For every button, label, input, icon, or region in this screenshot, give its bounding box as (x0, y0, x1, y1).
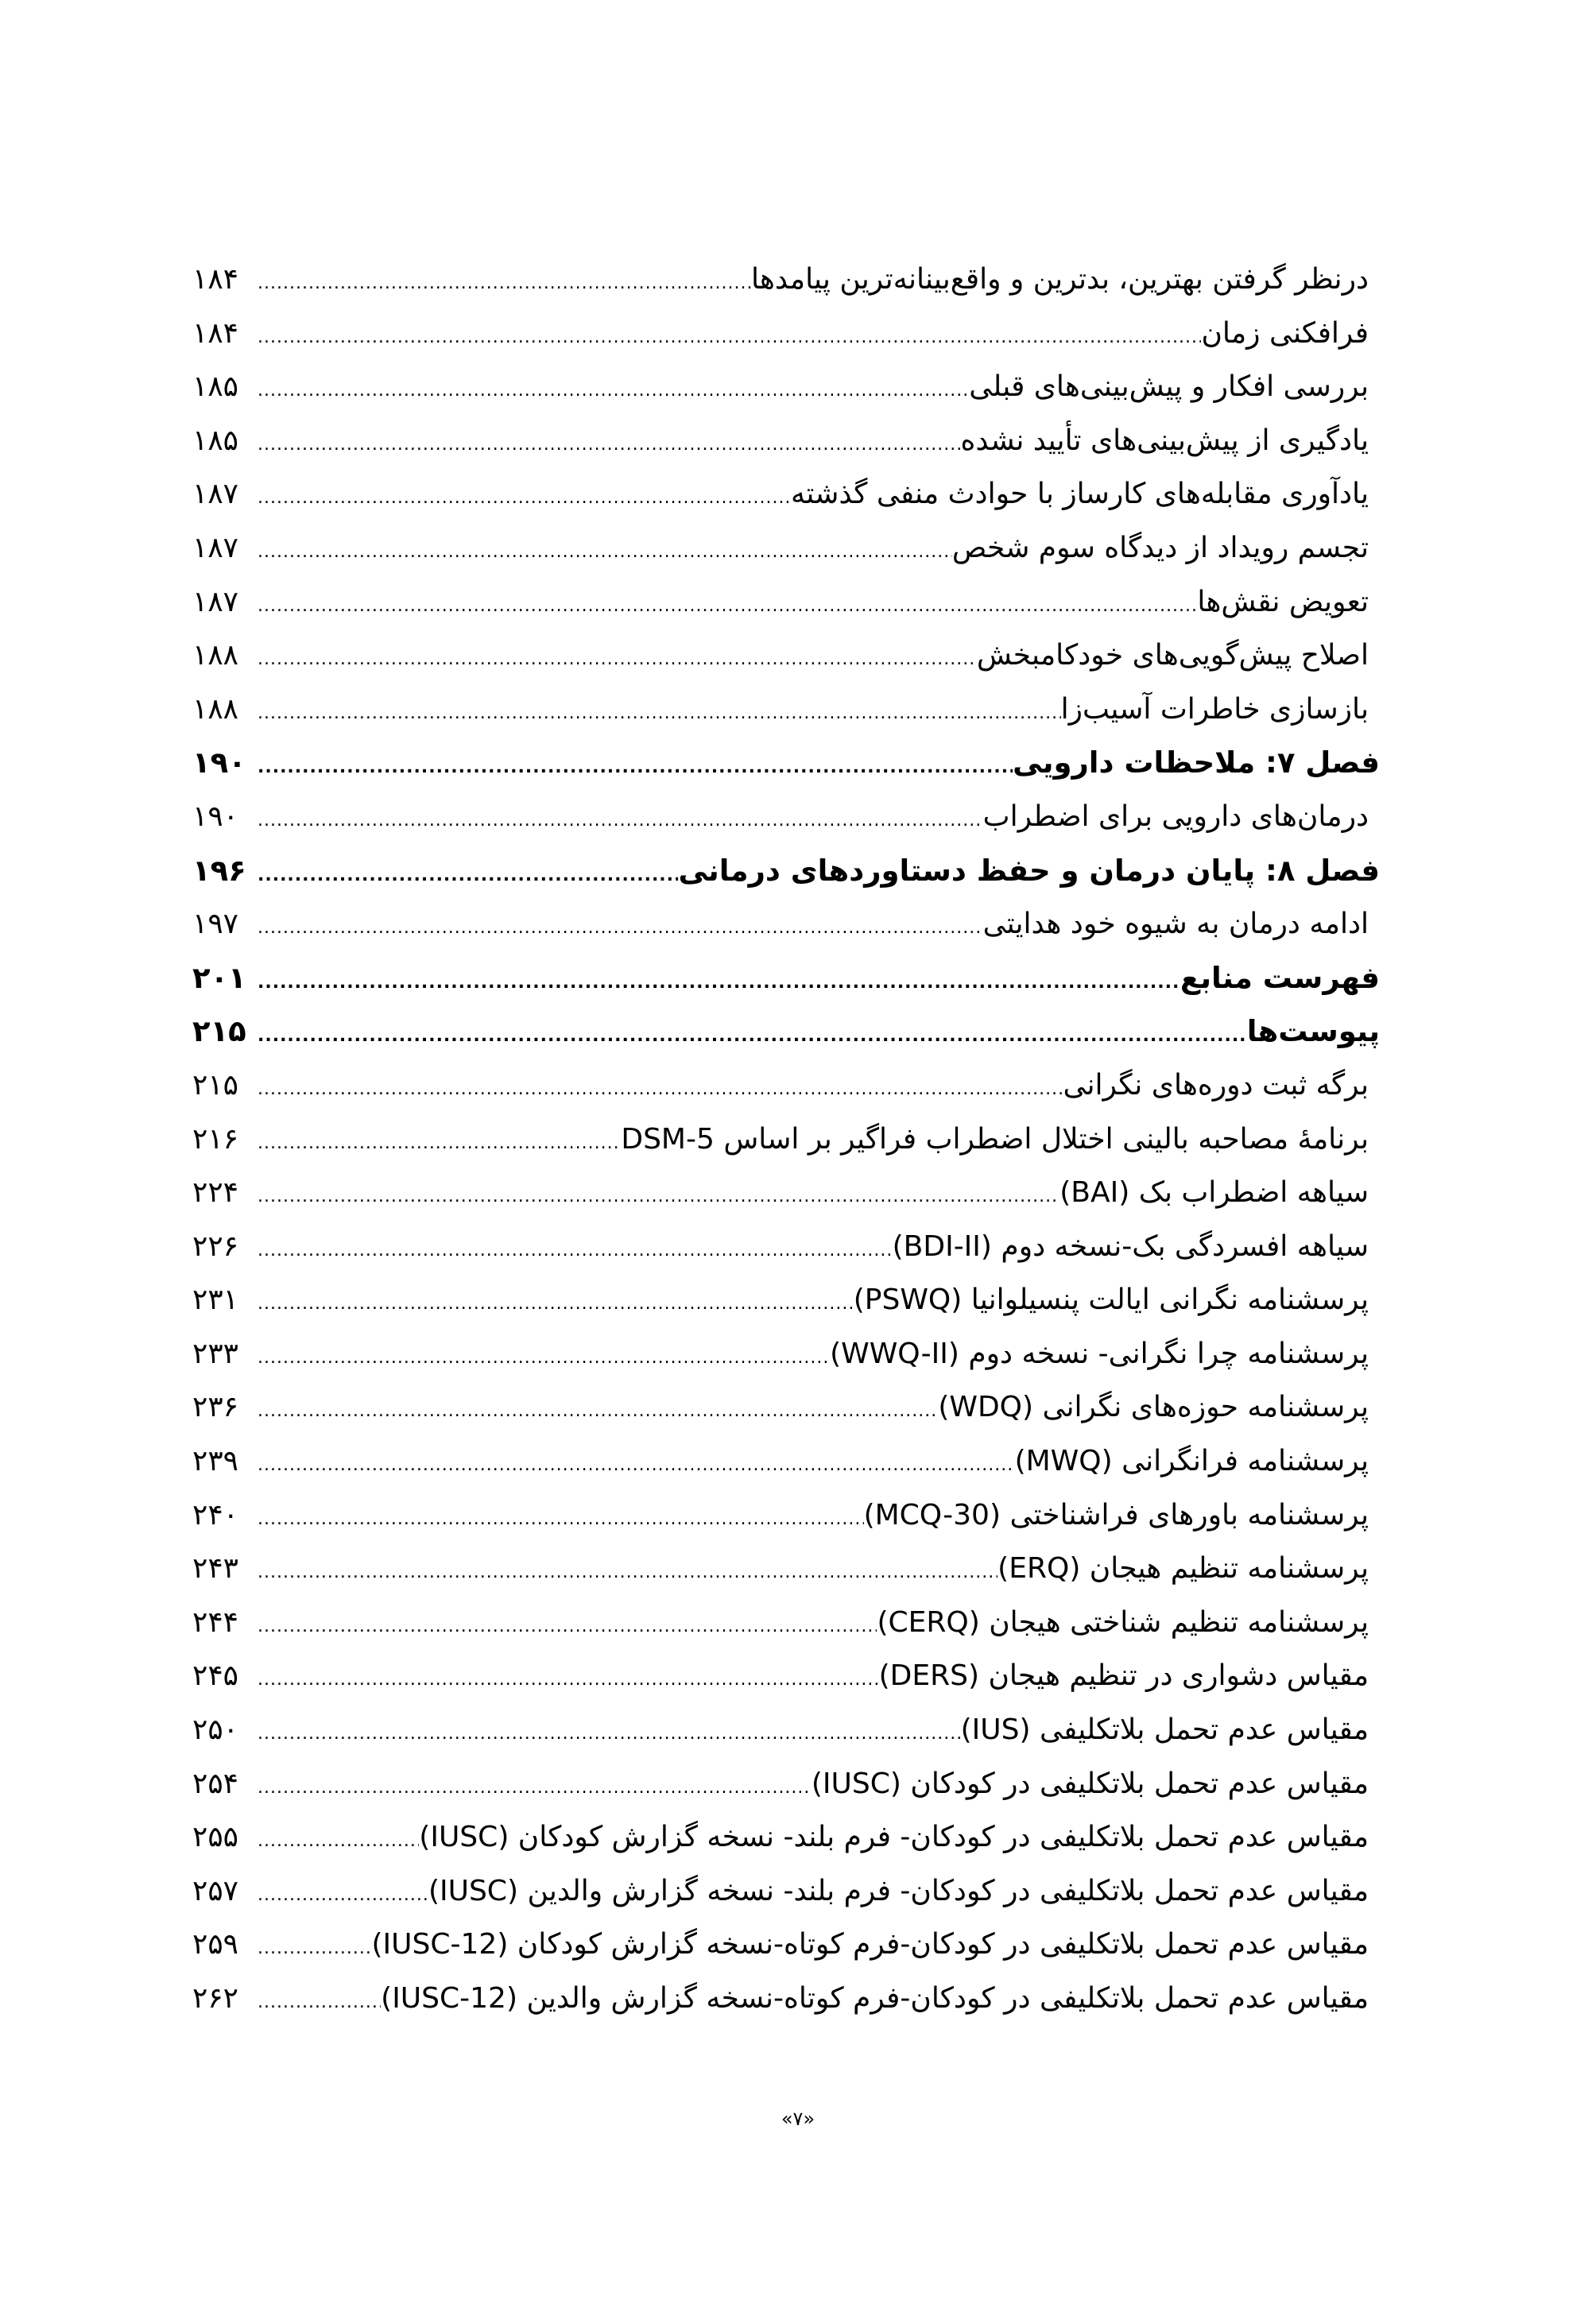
toc-entry-row (192, 1649, 1380, 1703)
toc-entry-row (192, 1489, 1380, 1543)
dot-leader (254, 1976, 381, 2030)
dot-leader (254, 1277, 854, 1331)
toc-entry-row (192, 1972, 1380, 2026)
toc-entry-row (192, 1113, 1380, 1167)
toc-entry-page-number: ۱۸۷ (192, 585, 239, 618)
toc-entry-row (192, 307, 1380, 361)
toc-entry-title: پرسشنامه فرانگرانی (MWQ) (1014, 1445, 1369, 1478)
toc-entry-row (192, 253, 1380, 307)
toc-entry-title: پرسشنامه تنظیم شناختی هیجان (CERQ) (877, 1605, 1369, 1639)
toc-entry-page-number: ۱۹۶ (192, 853, 246, 888)
toc-entry-title: مقیاس عدم تحمل بلاتکلیفی در کودکان- فرم بلند- نسخه گزارش کودکان (IUSC) (419, 1821, 1369, 1854)
toc-entry-row (192, 1273, 1380, 1327)
dot-leader (254, 1653, 879, 1707)
dot-leader (254, 1868, 428, 1922)
toc-entry-row (192, 1166, 1380, 1220)
toc-entry-page-number: ۲۳۶ (192, 1391, 239, 1424)
dot-leader (254, 1384, 938, 1438)
toc-entry-title: یادگیری از پیش‌بینی‌های تأیید نشده (960, 424, 1369, 457)
toc-entry-title: بازسازی خاطرات آسیب‌زا (1060, 692, 1369, 726)
dot-leader (254, 257, 751, 311)
dot-leader (254, 1331, 830, 1385)
dot-leader (254, 849, 678, 903)
toc-entry-page-number: ۲۴۳ (192, 1552, 239, 1586)
dot-leader (254, 687, 1061, 741)
dot-leader (254, 794, 983, 848)
toc-entry-page-number: ۱۸۸ (192, 639, 239, 672)
toc-entry-title: تجسم رویداد از دیدگاه سوم شخص (951, 531, 1369, 564)
toc-entry-title: پیوست‌ها (1246, 1014, 1380, 1049)
toc-entry-page-number: ۱۸۵ (192, 370, 239, 404)
toc-entry-row (192, 629, 1380, 683)
toc-entry-page-number: ۲۲۴ (192, 1176, 239, 1210)
toc-entry-row (192, 1596, 1380, 1650)
toc-entry-row (192, 360, 1380, 414)
toc-entry-row (192, 1864, 1380, 1919)
toc-entry-page-number: ۲۵۷ (192, 1874, 239, 1907)
page-number: «۷» (781, 2108, 815, 2130)
dot-leader (254, 1438, 1015, 1493)
dot-leader (254, 1063, 1063, 1117)
toc-entry-page-number: ۲۵۹ (192, 1928, 239, 1961)
dot-leader (254, 364, 969, 418)
toc-entry-page-number: ۲۳۹ (192, 1445, 239, 1478)
toc-entry-row (192, 575, 1380, 629)
dot-leader (254, 418, 960, 472)
dot-leader (254, 1814, 419, 1868)
toc-entry-title: پرسشنامه باورهای فراشناختی (MCQ-30) (863, 1498, 1369, 1531)
toc-entry-title: مقیاس عدم تحمل بلاتکلیفی در کودکان-فرم کوتاه-نسخه گزارش کودکان (IUSC-12) (371, 1928, 1369, 1961)
toc-entry-row (192, 414, 1380, 468)
dot-leader (254, 1493, 864, 1547)
dot-leader (254, 1009, 1247, 1063)
toc-entry-row (192, 521, 1380, 575)
toc-chapter-row (192, 1005, 1380, 1059)
toc-entry-page-number: ۲۱۵ (192, 1068, 239, 1102)
dot-leader (254, 471, 791, 525)
toc-entry-page-number: ۱۸۷ (192, 531, 239, 564)
toc-entry-title: پرسشنامه چرا نگرانی- نسخه دوم (WWQ-II) (830, 1337, 1369, 1370)
toc-entry-title: یادآوری مقابله‌های کارساز با حوادث منفی گذشته (791, 478, 1369, 511)
toc-entry-title: برنامهٔ مصاحبه بالینی اختلال اضطراب فراگیر بر اساس DSM-5 (621, 1122, 1369, 1156)
toc-entry-row (192, 1703, 1380, 1757)
toc-entry-page-number: ۱۸۷ (192, 478, 239, 511)
table-of-contents (192, 253, 1380, 2026)
toc-entry-title: پرسشنامه حوزه‌های نگرانی (WDQ) (938, 1391, 1369, 1424)
toc-entry-page-number: ۲۱۶ (192, 1122, 239, 1156)
dot-leader (254, 633, 977, 687)
toc-entry-title: مقیاس عدم تحمل بلاتکلیفی در کودکان (IUSC) (811, 1767, 1369, 1800)
toc-entry-page-number: ۲۲۶ (192, 1229, 239, 1263)
toc-entry-row (192, 1542, 1380, 1596)
toc-entry-title: مقیاس دشواری در تنظیم هیجان (DERS) (878, 1659, 1369, 1693)
toc-chapter-row (192, 844, 1380, 898)
toc-entry-row (192, 897, 1380, 951)
toc-entry-page-number: ۱۹۰ (192, 745, 246, 780)
dot-leader (254, 901, 983, 955)
toc-entry-row (192, 683, 1380, 737)
toc-entry-row (192, 467, 1380, 521)
dot-leader (254, 1707, 961, 1761)
toc-entry-page-number: ۱۸۸ (192, 692, 239, 726)
dot-leader (254, 1761, 812, 1815)
dot-leader (254, 1600, 877, 1654)
toc-entry-title: درنظر گرفتن بهترین، بدترین و واقع‌بینانه‌ترین پیامدها (750, 263, 1369, 296)
toc-entry-page-number: ۲۱۵ (192, 1014, 246, 1049)
toc-entry-title: پرسشنامه نگرانی ایالت پنسیلوانیا (PSWQ) (853, 1284, 1369, 1317)
dot-leader (254, 579, 1197, 633)
dot-leader (254, 956, 1180, 1010)
toc-entry-title: مقیاس عدم تحمل بلاتکلیفی در کودکان- فرم بلند- نسخه گزارش والدین (IUSC) (428, 1874, 1369, 1907)
toc-entry-row (192, 1757, 1380, 1811)
toc-entry-page-number: ۲۴۵ (192, 1659, 239, 1693)
toc-entry-page-number: ۲۵۵ (192, 1821, 239, 1854)
toc-entry-page-number: ۲۳۱ (192, 1284, 239, 1317)
toc-entry-page-number: ۲۳۳ (192, 1337, 239, 1370)
dot-leader (254, 741, 1013, 795)
toc-entry-row (192, 1810, 1380, 1864)
dot-leader (254, 1170, 1059, 1224)
toc-entry-title: اصلاح پیش‌گویی‌های خودکامبخش (976, 639, 1369, 672)
toc-entry-title: سیاهه افسردگی بک-نسخه دوم (BDI-II) (892, 1229, 1369, 1263)
toc-entry-page-number: ۲۴۰ (192, 1498, 239, 1531)
toc-entry-page-number: ۲۰۱ (192, 960, 246, 995)
toc-entry-row (192, 1327, 1380, 1381)
dot-leader (254, 311, 1201, 365)
toc-entry-page-number: ۱۹۷ (192, 908, 239, 941)
toc-entry-title: فصل ۷: ملاحظات دارویی (1013, 745, 1380, 780)
toc-entry-title: سیاهه اضطراب بک (BAI) (1059, 1176, 1369, 1210)
toc-entry-row (192, 1918, 1380, 1972)
toc-entry-page-number: ۲۵۴ (192, 1767, 239, 1800)
toc-entry-row (192, 1220, 1380, 1274)
dot-leader (254, 1117, 621, 1171)
toc-entry-page-number: ۱۹۰ (192, 800, 239, 833)
dot-leader (254, 525, 952, 579)
toc-entry-page-number: ۱۸۵ (192, 424, 239, 457)
toc-entry-title: مقیاس عدم تحمل بلاتکلیفی (IUS) (960, 1713, 1369, 1747)
dot-leader (254, 1546, 998, 1600)
toc-entry-title: فهرست منابع (1180, 960, 1380, 995)
toc-chapter-row (192, 951, 1380, 1005)
toc-entry-page-number: ۲۶۲ (192, 1982, 239, 2015)
toc-entry-title: مقیاس عدم تحمل بلاتکلیفی در کودکان-فرم کوتاه-نسخه گزارش والدین (IUSC-12) (381, 1982, 1369, 2015)
toc-entry-row (192, 1059, 1380, 1113)
toc-entry-page-number: ۲۵۰ (192, 1713, 239, 1747)
toc-entry-page-number: ۱۸۴ (192, 263, 239, 296)
toc-entry-row (192, 1380, 1380, 1435)
dot-leader (254, 1922, 372, 1976)
toc-entry-title: تعویض نقش‌ها (1197, 585, 1369, 618)
toc-entry-title: درمان‌های دارویی برای اضطراب (982, 800, 1369, 833)
toc-entry-row (192, 790, 1380, 844)
toc-entry-title: بررسی افکار و پیش‌بینی‌های قبلی (969, 370, 1369, 404)
toc-entry-page-number: ۲۴۴ (192, 1605, 239, 1639)
toc-entry-title: فصل ۸: پایان درمان و حفظ دستاوردهای درمانی (678, 853, 1380, 888)
toc-entry-title: فرافکنی زمان (1201, 316, 1369, 350)
dot-leader (254, 1224, 893, 1278)
toc-entry-row (192, 1435, 1380, 1489)
toc-entry-title: ادامه درمان به شیوه خود هدایتی (982, 908, 1369, 941)
toc-entry-page-number: ۱۸۴ (192, 316, 239, 350)
toc-entry-title: پرسشنامه تنظیم هیجان (ERQ) (998, 1552, 1369, 1586)
toc-entry-title: برگه ثبت دوره‌های نگرانی (1063, 1068, 1369, 1102)
toc-chapter-row (192, 736, 1380, 790)
